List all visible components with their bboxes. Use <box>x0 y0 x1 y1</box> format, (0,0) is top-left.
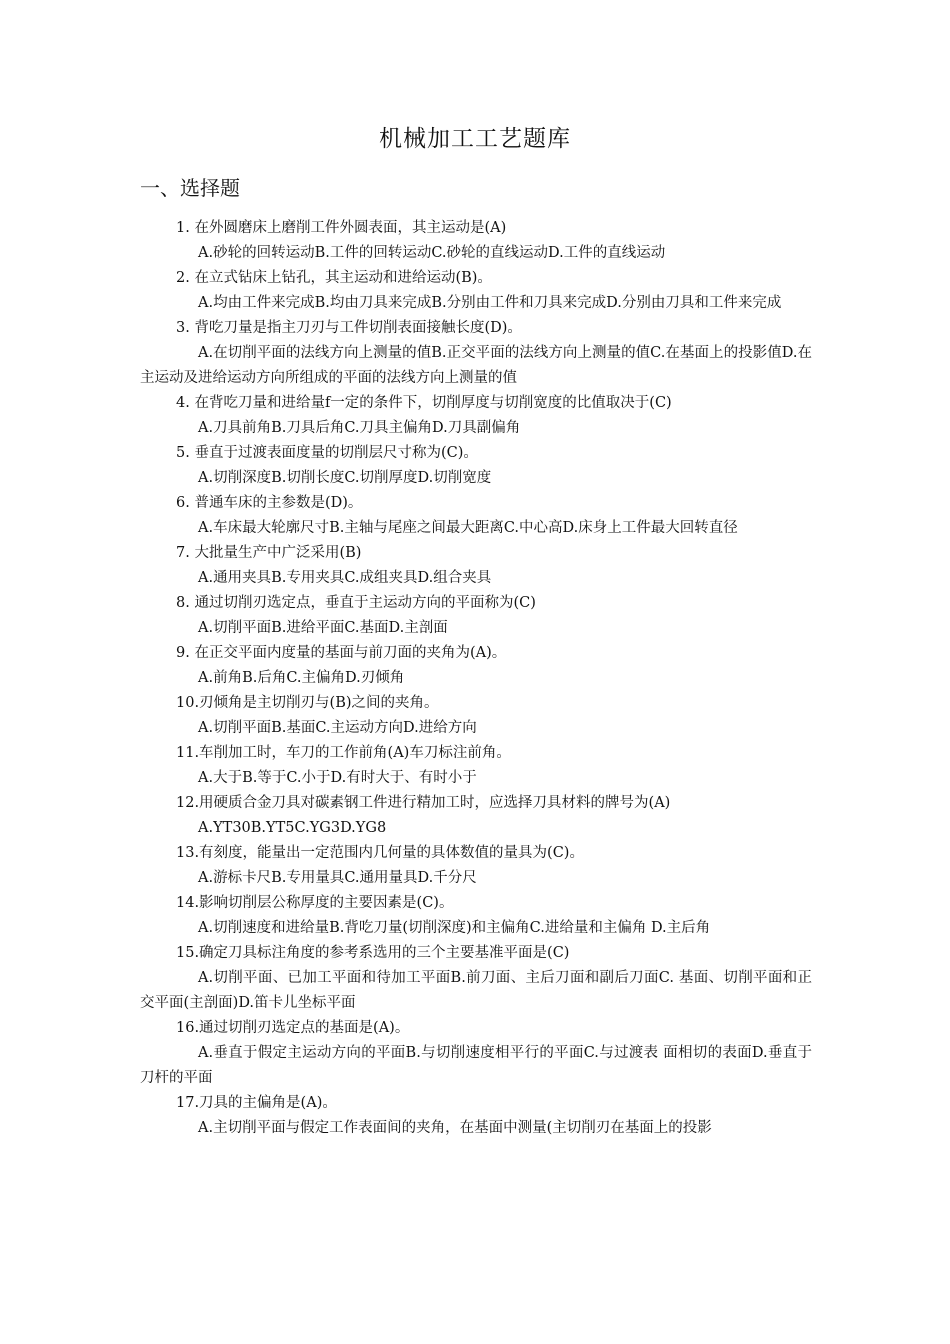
question-item <box>140 591 812 641</box>
answer-options: A.大于B.等于C.小于D.有时大于、有时小于 <box>198 770 477 786</box>
answer-options: A.切削深度B.切削长度C.切削厚度D.切削宽度 <box>198 470 492 486</box>
question-item <box>140 316 812 391</box>
question-item <box>140 1091 812 1141</box>
answer-options: A.切削平面B.进给平面C.基面D.主剖面 <box>198 620 448 636</box>
question-item <box>140 691 812 741</box>
question-item <box>140 491 812 541</box>
question-text: 14.影响切削层公称厚度的主要因素是(C)。 <box>176 895 454 911</box>
question-item <box>140 941 812 1016</box>
question-item <box>140 541 812 591</box>
question-text: 12.用硬质合金刀具对碳素钢工件进行精加工时，应选择刀具材料的牌号为(A) <box>176 795 671 811</box>
question-text: 13.有刻度，能量出一定范围内几何量的具体数值的量具为(C)。 <box>176 845 584 861</box>
question-text: 7. 大批量生产中广泛采用(B) <box>176 545 362 561</box>
question-item <box>140 216 812 266</box>
question-text: 15.确定刀具标注角度的参考系选用的三个主要基准平面是(C) <box>176 945 570 961</box>
question-text: 9. 在正交平面内度量的基面与前刀面的夹角为(A)。 <box>176 645 507 661</box>
answer-options: A.切削速度和进给量B.背吃刀量(切削深度)和主偏角C.进给量和主偏角 D.主后角 <box>198 920 711 936</box>
question-text: 5. 垂直于过渡表面度量的切削层尺寸称为(C)。 <box>176 445 478 461</box>
question-text: 1. 在外圆磨床上磨削工件外圆表面，其主运动是(A) <box>176 220 507 236</box>
question-item <box>140 1016 812 1091</box>
answer-options: A.通用夹具B.专用夹具C.成组夹具D.组合夹具 <box>198 570 492 586</box>
answer-options: A.前角B.后角C.主偏角D.刃倾角 <box>198 670 405 686</box>
question-item <box>140 641 812 691</box>
answer-options: A.垂直于假定主运动方向的平面B.与切削速度相平行的平面C.与过渡表 面相切的表面D.垂直于刀杆的平面 <box>140 1045 812 1086</box>
question-item <box>140 741 812 791</box>
question-item <box>140 841 812 891</box>
question-text: 8. 通过切削刃选定点，垂直于主运动方向的平面称为(C) <box>176 595 536 611</box>
question-item <box>140 266 812 316</box>
question-list <box>140 216 812 1141</box>
section-heading: 一、选择题 <box>140 176 240 200</box>
answer-options: A.均由工件来完成B.均由刀具来完成B.分别由工件和刀具来完成D.分别由刀具和工件来完成 <box>198 295 782 311</box>
answer-options: A.刀具前角B.刀具后角C.刀具主偏角D.刀具副偏角 <box>198 420 521 436</box>
answer-options: A.车床最大轮廓尺寸B.主轴与尾座之间最大距离C.中心高D.床身上工件最大回转直径 <box>198 520 738 536</box>
question-text: 4. 在背吃刀量和进给量f一定的条件下，切削厚度与切削宽度的比值取决于(C) <box>176 395 672 411</box>
answer-options: A.YT30B.YT5C.YG3D.YG8 <box>198 820 387 836</box>
question-item <box>140 441 812 491</box>
question-text: 11.车削加工时，车刀的工作前角(A)车刀标注前角。 <box>176 745 511 761</box>
answer-options: A.主切削平面与假定工作表面间的夹角，在基面中测量(主切削刃在基面上的投影 <box>198 1120 712 1136</box>
answer-options: A.在切削平面的法线方向上测量的值B.正交平面的法线方向上测量的值C.在基面上的投影值D.在主运动及进给运动方向所组成的平面的法线方向上测量的值 <box>140 345 812 386</box>
question-text: 10.刃倾角是主切削刃与(B)之间的夹角。 <box>176 695 439 711</box>
question-text: 3. 背吃刀量是指主刀刃与工件切削表面接触长度(D)。 <box>176 320 522 336</box>
question-text: 2. 在立式钻床上钻孔，其主运动和进给运动(B)。 <box>176 270 492 286</box>
question-item <box>140 391 812 441</box>
question-text: 17.刀具的主偏角是(A)。 <box>176 1095 337 1111</box>
question-item <box>140 791 812 841</box>
answer-options: A.切削平面、已加工平面和待加工平面B.前刀面、主后刀面和副后刀面C. 基面、切削平面和正交平面(主剖面)D.笛卡儿坐标平面 <box>140 970 812 1011</box>
answer-options: A.游标卡尺B.专用量具C.通用量具D.千分尺 <box>198 870 477 886</box>
question-text: 16.通过切削刃选定点的基面是(A)。 <box>176 1020 410 1036</box>
document-title: 机械加工工艺题库 <box>379 126 571 152</box>
answer-options: A.砂轮的回转运动B.工件的回转运动C.砂轮的直线运动D.工件的直线运动 <box>198 245 666 261</box>
question-text: 6. 普通车床的主参数是(D)。 <box>176 495 363 511</box>
question-item <box>140 891 812 941</box>
answer-options: A.切削平面B.基面C.主运动方向D.进给方向 <box>198 720 477 736</box>
